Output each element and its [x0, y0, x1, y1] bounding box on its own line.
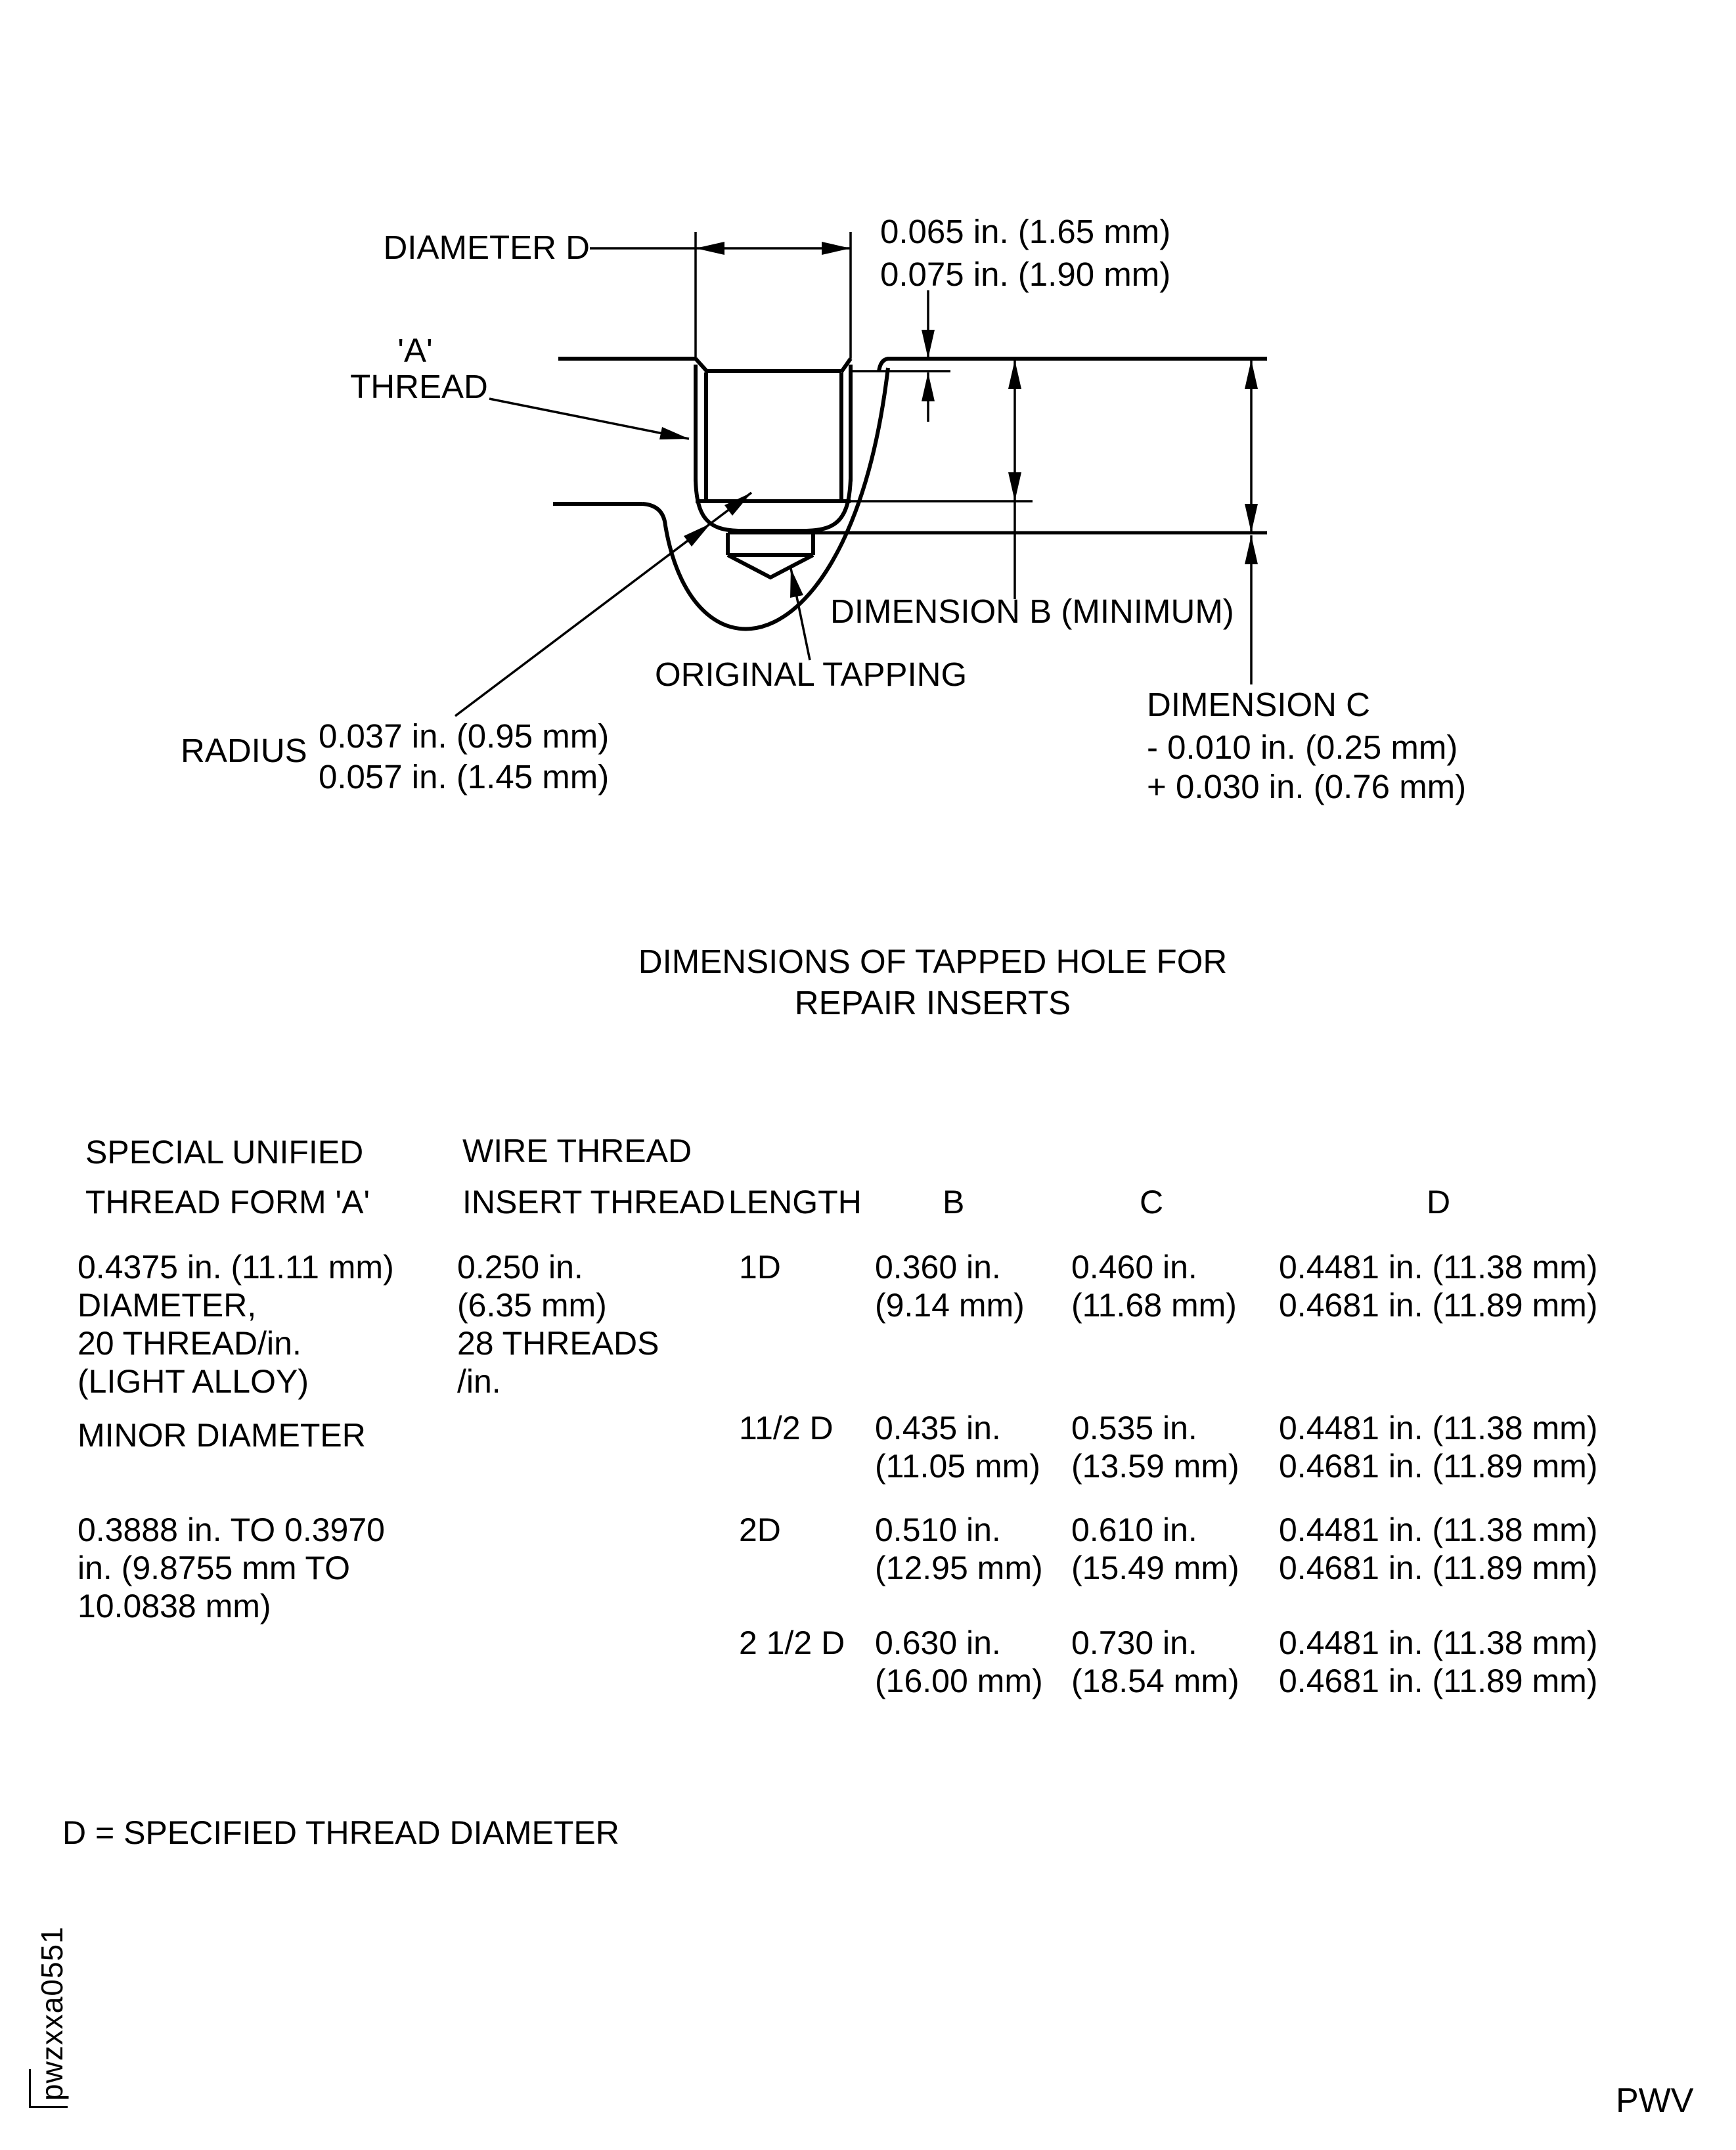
radius-arrowhead-mid — [684, 524, 711, 547]
row-2d-b — [875, 1511, 1043, 1587]
dimension-c-arrowhead-top — [1245, 360, 1258, 389]
tapping-minor-hole-walls — [728, 533, 813, 555]
radius-label: RADIUS — [181, 732, 307, 769]
row-1d-b — [875, 1248, 1025, 1324]
row-1half-d-d — [1279, 1409, 1597, 1485]
cell-line: 0.510 in. — [875, 1512, 1001, 1548]
header-length: LENGTH — [728, 1184, 862, 1221]
insert-thread-spec-line: (6.35 mm) — [457, 1287, 607, 1324]
original-tapping-label: ORIGINAL TAPPING — [655, 656, 968, 693]
row-1half-d-b — [875, 1409, 1040, 1485]
row-2d-c — [1071, 1511, 1239, 1587]
cell-line: 0.4681 in. (11.89 mm) — [1279, 1663, 1598, 1699]
cell-line: 0.435 in. — [875, 1410, 1001, 1446]
recess-depth-value-line1: 0.065 in. (1.65 mm) — [880, 213, 1171, 250]
tapped-hole-cross-section-diagram — [0, 0, 1736, 887]
cell-line: (12.95 mm) — [875, 1550, 1043, 1586]
cell-line: 0.4481 in. (11.38 mm) — [1279, 1410, 1598, 1446]
row-1half-d-c — [1071, 1409, 1239, 1485]
cell-line: 0.4681 in. (11.89 mm) — [1279, 1287, 1598, 1324]
recess-depth-value-line2: 0.075 in. (1.90 mm) — [880, 256, 1171, 293]
header-thread-form-line1: SPECIAL UNIFIED — [85, 1134, 364, 1171]
row-2d-length: 2D — [739, 1512, 781, 1548]
minor-diameter-range-line: in. (9.8755 mm TO — [78, 1550, 350, 1586]
insert-bottom-cap — [696, 478, 851, 531]
thread-form-spec-line: 0.4375 in. (11.11 mm) — [78, 1249, 394, 1286]
dimension-c-arrowhead-bottom — [1245, 504, 1258, 533]
a-thread-label-line1: 'A' — [397, 332, 433, 369]
recess-depth-arrowhead-up — [922, 372, 935, 401]
cell-line: 0.4481 in. (11.38 mm) — [1279, 1624, 1598, 1661]
header-wire-thread-line1: WIRE THREAD — [462, 1132, 692, 1169]
a-thread-leader — [489, 399, 689, 439]
insert-thread-spec-line: /in. — [457, 1363, 501, 1400]
minor-diameter-range-block — [78, 1511, 385, 1625]
dimension-b-label: DIMENSION B (MINIMUM) — [830, 593, 1234, 630]
original-tapping-arrowhead — [790, 568, 803, 598]
figure-id: pwzxxa0551 — [35, 1926, 69, 2101]
row-2half-d-c — [1071, 1624, 1239, 1700]
cell-line: (15.49 mm) — [1071, 1550, 1239, 1586]
diameter-d-label: DIAMETER D — [383, 229, 590, 266]
header-c: C — [1140, 1184, 1164, 1221]
row-1half-d-length: 11/2 D — [739, 1410, 834, 1446]
cell-line: (13.59 mm) — [1071, 1448, 1239, 1485]
thread-form-spec-line: 20 THREAD/in. — [78, 1325, 301, 1362]
radius-value-line2: 0.057 in. (1.45 mm) — [319, 758, 610, 795]
a-thread-label-line2: THREAD — [350, 368, 488, 405]
dimension-b-arrowhead-bottom — [1008, 472, 1021, 501]
row-2d-d — [1279, 1511, 1597, 1587]
radius-arrowhead-end — [724, 493, 751, 516]
row-1d-d — [1279, 1248, 1597, 1324]
diagram-labels — [181, 213, 1466, 805]
cell-line: (11.68 mm) — [1071, 1287, 1237, 1324]
figure-title-line1: DIMENSIONS OF TAPPED HOLE FOR — [638, 943, 1228, 980]
row-2half-d-length: 2 1/2 D — [739, 1624, 845, 1661]
footnote-d-definition: D = SPECIFIED THREAD DIAMETER — [62, 1814, 619, 1851]
arrowheads — [659, 242, 1258, 598]
header-thread-form — [85, 1127, 370, 1227]
thread-form-spec-line: DIAMETER, — [78, 1287, 257, 1324]
radius-value-line1: 0.037 in. (0.95 mm) — [319, 717, 610, 755]
thread-form-spec-block — [78, 1248, 394, 1400]
header-thread-form-line2: THREAD FORM 'A' — [85, 1184, 370, 1221]
recess-depth-arrowhead-down — [922, 330, 935, 359]
dimension-c-label-line1: DIMENSION C — [1147, 686, 1371, 723]
insert-outline — [696, 359, 851, 531]
cell-line: 0.4481 in. (11.38 mm) — [1279, 1249, 1598, 1286]
header-d: D — [1427, 1184, 1451, 1221]
diameter-d-arrowhead-right — [822, 242, 851, 255]
original-tapping-outline — [728, 533, 813, 577]
row-2half-d-d — [1279, 1624, 1597, 1700]
minor-diameter-range-line: 0.3888 in. TO 0.3970 — [78, 1512, 385, 1548]
a-thread-arrowhead — [659, 427, 689, 439]
part-surface-lines — [553, 359, 1267, 629]
cell-line: 0.610 in. — [1071, 1512, 1197, 1548]
header-wire-thread-line2: INSERT THREAD — [462, 1184, 726, 1221]
cell-line: (9.14 mm) — [875, 1287, 1025, 1324]
drill-point-cone — [728, 555, 813, 577]
header-b: B — [943, 1184, 965, 1221]
header-wire-thread — [462, 1125, 725, 1228]
cell-line: 0.4681 in. (11.89 mm) — [1279, 1550, 1598, 1586]
dimension-c-label-line3: + 0.030 in. (0.76 mm) — [1147, 768, 1467, 805]
dimension-b-arrowhead-top — [1008, 360, 1021, 389]
diameter-d-arrowhead-left — [696, 242, 724, 255]
minor-diameter-range-line: 10.0838 mm) — [78, 1588, 271, 1624]
figure-title-line2: REPAIR INSERTS — [794, 984, 1071, 1021]
cell-line: (18.54 mm) — [1071, 1663, 1239, 1699]
insert-thread-spec-line: 28 THREADS — [457, 1325, 659, 1362]
row-1d-length: 1D — [739, 1249, 781, 1286]
dimension-lines — [455, 248, 1251, 716]
cell-line: (16.00 mm) — [875, 1663, 1043, 1699]
cell-line: 0.4681 in. (11.89 mm) — [1279, 1448, 1598, 1485]
dimension-c-leader-arrowhead — [1245, 535, 1258, 564]
page-code: PWV — [1616, 2082, 1694, 2120]
minor-diameter-label: MINOR DIAMETER — [78, 1417, 366, 1454]
cell-line: 0.730 in. — [1071, 1624, 1197, 1661]
cell-line: 0.4481 in. (11.38 mm) — [1279, 1512, 1598, 1548]
thread-form-spec-line: (LIGHT ALLOY) — [78, 1363, 309, 1400]
cell-line: (11.05 mm) — [875, 1448, 1040, 1485]
insert-thread-spec-line: 0.250 in. — [457, 1249, 583, 1286]
surface-line-right — [879, 359, 1267, 372]
cell-line: 0.630 in. — [875, 1624, 1001, 1661]
insert-thread-spec-block — [457, 1248, 659, 1400]
dimension-c-label-line2: - 0.010 in. (0.25 mm) — [1147, 728, 1458, 766]
figure-title — [578, 941, 1287, 1023]
cell-line: 0.535 in. — [1071, 1410, 1197, 1446]
cell-line: 0.360 in. — [875, 1249, 1001, 1286]
row-2half-d-b — [875, 1624, 1043, 1700]
row-1d-c — [1071, 1248, 1237, 1324]
cell-line: 0.460 in. — [1071, 1249, 1197, 1286]
